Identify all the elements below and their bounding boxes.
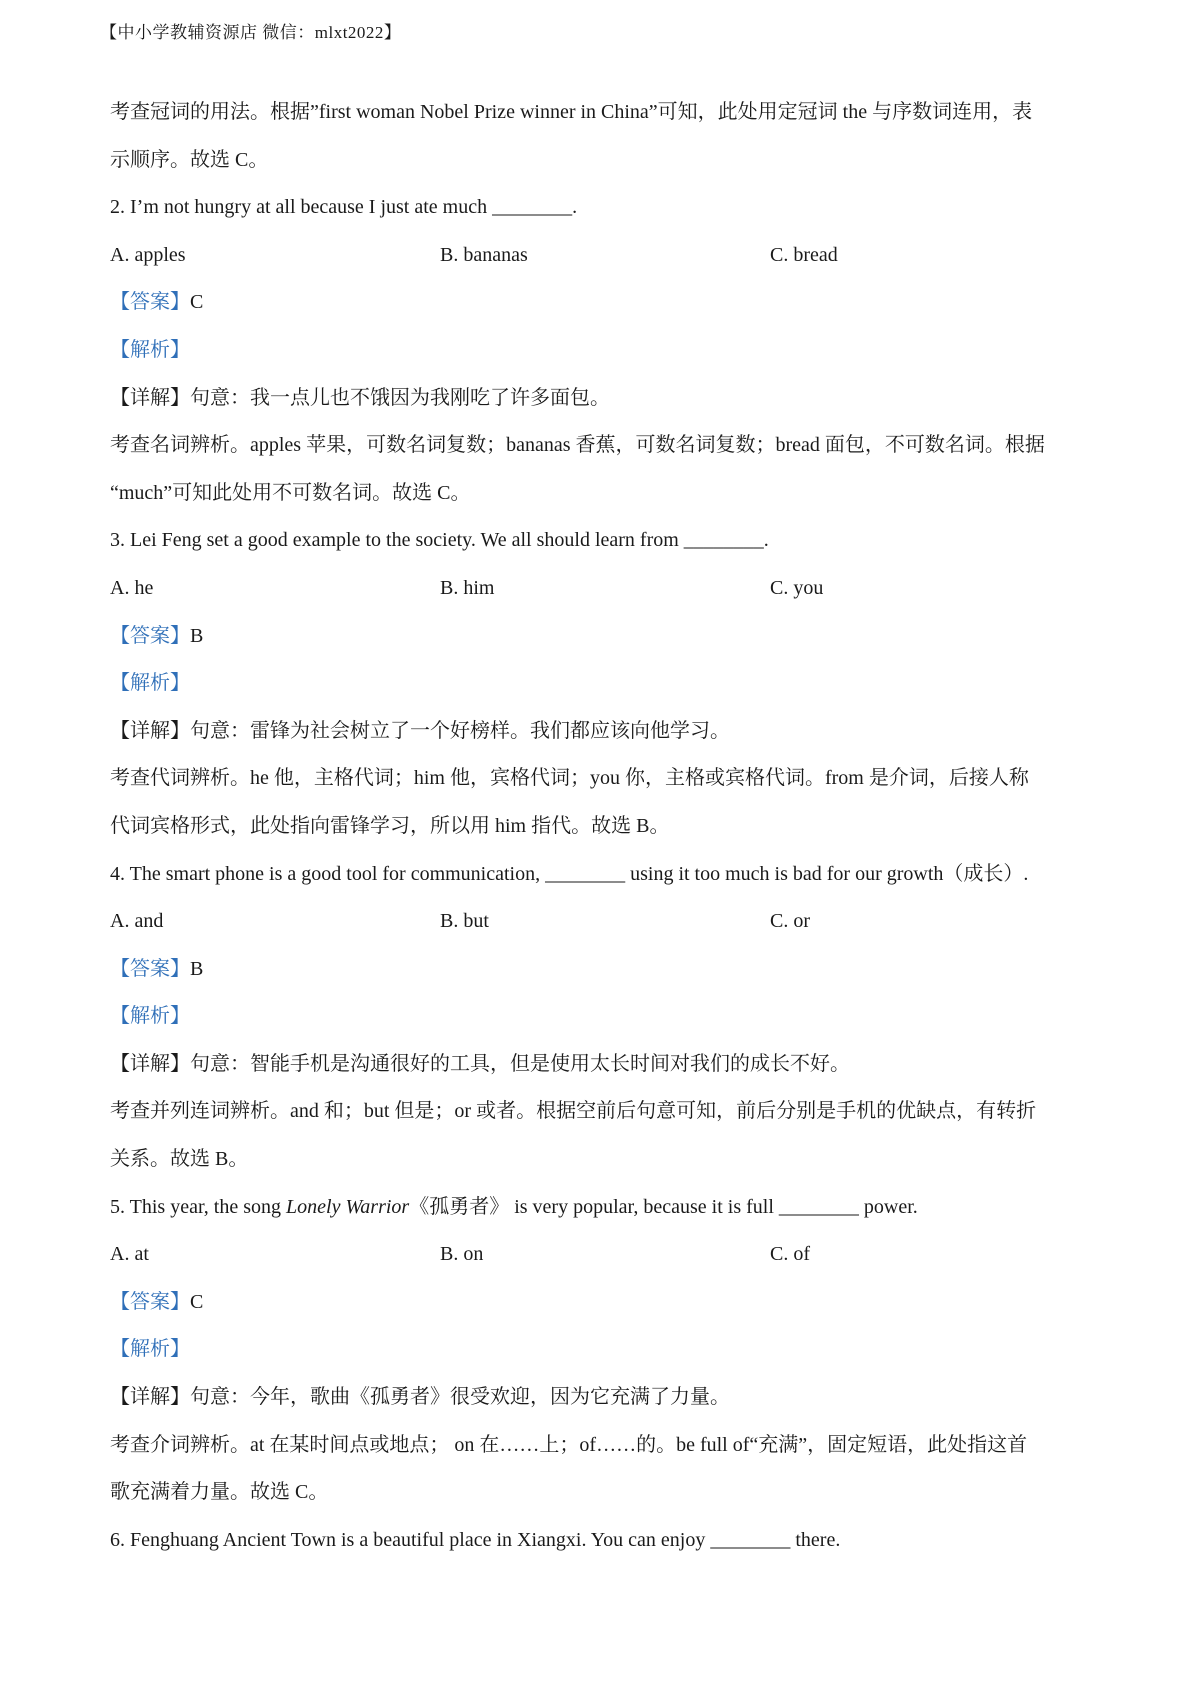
detail-label: 【详解】: [110, 1386, 190, 1409]
explanation-line-1: 考查名词辨析。apples 苹果，可数名词复数；bananas 香蕉，可数名词复数；bread 面包，不可数名词。根据: [110, 434, 1045, 457]
detail-text: 句意：雷锋为社会树立了一个好榜样。我们都应该向他学习。: [190, 719, 730, 742]
analysis-line: [110, 1002, 1110, 1050]
explanation-line-2: 代词宾格形式，此处指向雷锋学习，所以用 him 指代。故选 B。: [110, 814, 670, 837]
detail-label: 【详解】: [110, 719, 190, 742]
option-b: B. bananas: [440, 243, 528, 266]
page-header: 【中小学教辅资源店 微信：mlxt2022】: [100, 23, 402, 42]
answer-value: C: [190, 291, 204, 314]
answer-label: 【答案】: [110, 291, 190, 314]
analysis-line: [110, 336, 1110, 384]
explanation-line-2: “much”可知此处用不可数名词。故选 C。: [110, 481, 471, 504]
option-row: [110, 574, 1110, 622]
option-a: A. he: [110, 576, 154, 599]
analysis-label: 【解析】: [110, 1005, 190, 1028]
question-stem: 2. I’m not hungry at all because I just ate much ________.: [110, 196, 578, 219]
explanation-line-2: 关系。故选 B。: [110, 1148, 249, 1171]
question-2: [110, 193, 1110, 526]
answer-value: B: [190, 624, 204, 647]
detail-line: [110, 384, 1110, 432]
explanation-line-2: 歌充满着力量。故选 C。: [110, 1481, 329, 1504]
detail-text: 句意：我一点儿也不饿因为我刚吃了许多面包。: [190, 386, 610, 409]
question-stem: 3. Lei Feng set a good example to the society. We all should learn from ________.: [110, 529, 769, 552]
question-stem: [110, 1193, 1110, 1241]
option-c: C. of: [770, 1243, 810, 1266]
detail-line: [110, 1050, 1110, 1098]
detail-label: 【详解】: [110, 1052, 190, 1075]
stem-pre: 5. This year, the song: [110, 1195, 287, 1218]
option-row: [110, 241, 1110, 289]
analysis-label: 【解析】: [110, 338, 190, 361]
answer-label: 【答案】: [110, 957, 190, 980]
analysis-label: 【解析】: [110, 1338, 190, 1361]
option-a: A. apples: [110, 243, 186, 266]
song-title: Lonely Warrior: [286, 1195, 410, 1218]
question-4: [110, 860, 1110, 1193]
detail-label: 【详解】: [110, 386, 190, 409]
detail-text: 句意：智能手机是沟通很好的工具，但是使用太长时间对我们的成长不好。: [190, 1052, 850, 1075]
explanation-line-1: 考查介词辨析。at 在某时间点或地点； on 在……上；of……的。be full of“充满”，固定短语，此处指这首: [110, 1433, 1028, 1456]
intro-line-1: 考查冠词的用法。根据”first woman Nobel Prize winner in China”可知，此处用定冠词 the 与序数词连用，表: [110, 101, 1033, 123]
intro-line-2: 示顺序。故选 C。: [110, 148, 269, 171]
detail-text: 句意：今年，歌曲《孤勇者》很受欢迎，因为它充满了力量。: [190, 1386, 730, 1409]
answer-label: 【答案】: [110, 624, 190, 647]
option-row: [110, 1240, 1110, 1288]
answer-value: B: [190, 957, 204, 980]
answer-label: 【答案】: [110, 1290, 190, 1313]
question-5: [110, 1193, 1110, 1526]
option-a: A. and: [110, 910, 164, 933]
option-b: B. him: [440, 576, 495, 599]
question-stem: 4. The smart phone is a good tool for communication, ________ using it too much is bad for our growth（成长）.: [110, 862, 1029, 885]
answer-line: [110, 955, 1110, 1003]
analysis-line: [110, 1335, 1110, 1383]
analysis-label: 【解析】: [110, 672, 190, 695]
explanation-line-1: 考查并列连词辨析。and 和；but 但是；or 或者。根据空前后句意可知，前后分别是手机的优缺点，有转折: [110, 1100, 1037, 1123]
answer-value: C: [190, 1290, 204, 1313]
question-6: [110, 1526, 1110, 1574]
answer-line: [110, 1288, 1110, 1336]
option-row: [110, 907, 1110, 955]
option-b: B. on: [440, 1243, 484, 1266]
question-3: [110, 526, 1110, 859]
detail-line: [110, 1383, 1110, 1431]
option-b: B. but: [440, 910, 489, 933]
option-a: A. at: [110, 1243, 149, 1266]
analysis-line: [110, 669, 1110, 717]
detail-line: [110, 717, 1110, 765]
question-stem: 6. Fenghuang Ancient Town is a beautiful place in Xiangxi. You can enjoy ________ there.: [110, 1528, 841, 1551]
option-c: C. or: [770, 910, 810, 933]
explanation-line-1: 考查代词辨析。he 他，主格代词；him 他，宾格代词；you 你，主格或宾格代词。from 是介词，后接人称: [110, 767, 1029, 790]
option-c: C. bread: [770, 243, 838, 266]
answer-line: [110, 288, 1110, 336]
stem-post: 《孤勇者》 is very popular, because it is full ________ power.: [409, 1195, 918, 1218]
document-body: [110, 98, 1110, 1573]
option-c: C. you: [770, 576, 824, 599]
answer-line: [110, 622, 1110, 670]
